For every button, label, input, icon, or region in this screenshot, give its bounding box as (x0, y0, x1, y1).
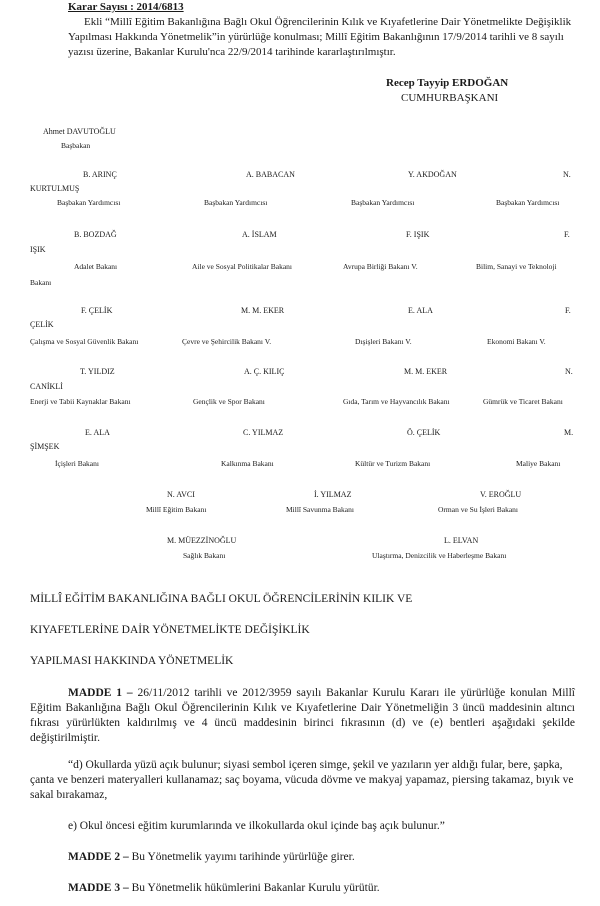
regulation-title-line-1: MİLLÎ EĞİTİM BAKANLIĞINA BAĞLI OKUL ÖĞRENCİLERİNİN KILIK VE (30, 593, 413, 605)
sig-r2-title-3: Avrupa Birliği Bakanı V. (343, 262, 418, 271)
madde-3 (68, 882, 380, 894)
president-name: Recep Tayyip ERDOĞAN (386, 77, 509, 89)
sig-r3-title-4: Ekonomi Bakanı V. (487, 337, 546, 346)
sig-r5-title-1: İçişleri Bakanı (55, 459, 99, 468)
sig-r4-name-1: T. YILDIZ (80, 367, 115, 376)
item-d: “d) Okullarda yüzü açık bulunur; siyasi sembol içeren simge, şekil ve yazıların yer aldığı fular, bere, şapka, çanta ve benzeri materyalleri kullanamaz; saç boyama, vücuda dövme ve makyaj yapamaz, piersing takamaz, bıyık ve sakal bırakamaz, (30, 759, 574, 801)
madde-3-text: Bu Yönetmelik hükümlerini Bakanlar Kurulu yürütür. (128, 882, 380, 894)
sig-r3-title-3: Dışişleri Bakanı V. (355, 337, 412, 346)
madde-1 (30, 686, 575, 746)
sig-r1-name-1: B. ARINÇ (83, 170, 117, 179)
madde-2-text: Bu Yönetmelik yayımı tarihinde yürürlüğe girer. (128, 851, 355, 863)
sig-r4-title-1: Enerji ve Tabii Kaynaklar Bakanı (30, 397, 131, 406)
sig-r6-title-1: Millî Eğitim Bakanı (146, 505, 207, 514)
madde-1-text: 26/11/2012 tarihli ve 2012/3959 sayılı Bakanlar Kurulu Kararı ile yürürlüğe konulan Millî Eğitim Bakanlığına Bağlı Okul Öğrencilerinin Kılık ve Kıyafetlerine Dair Yönetmeliğin 3 üncü maddesinin altıncı fıkrası yürürlükten kaldırılmış ve 4 üncü maddesinin birinci fıkrasının (d) ve (e) bentleri aşağıdaki şekilde değiştirilmiştir. (30, 687, 575, 744)
decision-number: Karar Sayısı : 2014/6813 (68, 1, 184, 13)
sig-r1-title-3: Başbakan Yardımcısı (351, 198, 415, 207)
sig-r4-name-4: N. (565, 367, 573, 376)
sig-r1-title-1: Başbakan Yardımcısı (57, 198, 121, 207)
sig-r4-name-2: A. Ç. KILIÇ (244, 367, 285, 376)
sig-r3-name-3: E. ALA (408, 306, 433, 315)
intro-line-3: yazısı üzerine, Bakanlar Kurulu'nca 22/9/2014 tarihinde kararlaştırılmıştır. (68, 46, 396, 58)
sig-r4-name-3: M. M. EKER (404, 367, 448, 376)
pm-title: Başbakan (61, 141, 91, 150)
sig-r5-title-3: Kültür ve Turizm Bakanı (355, 459, 431, 468)
sig-r2-name-3: F. IŞIK (406, 230, 430, 239)
sig-r2-name-4: F. (564, 230, 570, 239)
sig-r6-title-2: Millî Savunma Bakanı (286, 505, 354, 514)
sig-r6-name-2: İ. YILMAZ (314, 490, 352, 499)
sig-r1-title-4: Başbakan Yardımcısı (496, 198, 560, 207)
regulation-title-line-2: KIYAFETLERİNE DAİR YÖNETMELİKTE DEĞİŞİKLİK (30, 624, 310, 636)
sig-r1-title-2: Başbakan Yardımcısı (204, 198, 268, 207)
sig-r6-title-3: Orman ve Su İşleri Bakanı (438, 505, 518, 514)
sig-r3-title-2: Çevre ve Şehircilik Bakanı V. (182, 337, 272, 346)
sig-r5-title-2: Kalkınma Bakanı (221, 459, 274, 468)
sig-r5-name-3: Ö. ÇELİK (407, 428, 441, 437)
sig-r1-surname: KURTULMUŞ (30, 184, 80, 193)
sig-r3-surname: ÇELİK (30, 320, 54, 329)
sig-r4-surname: CANİKLİ (30, 382, 63, 391)
sig-r5-name-2: C. YILMAZ (243, 428, 284, 437)
madde-2 (68, 851, 355, 863)
intro-line-1: Ekli “Millî Eğitim Bakanlığına Bağlı Okul Öğrencilerinin Kılık ve Kıyafetlerine Dair Yönetmelikte Değişiklik (84, 16, 572, 28)
sig-r5-title-4: Maliye Bakanı (516, 459, 561, 468)
sig-r7-title-1: Sağlık Bakanı (183, 551, 226, 560)
sig-r4-title-2: Gençlik ve Spor Bakanı (193, 397, 265, 406)
sig-r2-title-2: Aile ve Sosyal Politikalar Bakanı (192, 262, 292, 271)
sig-r2-title-1: Adalet Bakanı (74, 262, 118, 271)
sig-r5-name-1: E. ALA (85, 428, 110, 437)
sig-r5-surname: ŞİMŞEK (30, 442, 60, 451)
sig-r3-title-1: Çalışma ve Sosyal Güvenlik Bakanı (30, 337, 139, 346)
sig-r6-name-1: N. AVCI (167, 490, 195, 499)
madde-2-label: MADDE 2 – (68, 851, 129, 863)
madde-3-label: MADDE 3 – (68, 882, 129, 894)
sig-r2-name-2: A. İSLAM (242, 230, 277, 239)
sig-r1-name-4: N. (563, 170, 571, 179)
item-e: e) Okul öncesi eğitim kurumlarında ve ilkokullarda okul içinde baş açık bulunur.” (68, 820, 445, 832)
sig-r6-name-3: V. EROĞLU (480, 490, 522, 499)
sig-r3-name-1: F. ÇELİK (81, 306, 113, 315)
madde-1-label: MADDE 1 – (68, 687, 133, 699)
sig-r2-surname: IŞIK (30, 245, 46, 254)
sig-r7-title-2: Ulaştırma, Denizcilik ve Haberleşme Bakanı (372, 551, 507, 560)
regulation-title-line-3: YAPILMASI HAKKINDA YÖNETMELİK (30, 655, 234, 667)
sig-r4-title-4: Gümrük ve Ticaret Bakanı (483, 397, 563, 406)
sig-r7-name-2: L. ELVAN (444, 536, 479, 545)
sig-r2-title-tail: Bakanı (30, 278, 52, 287)
president-title: CUMHURBAŞKANI (401, 92, 499, 104)
sig-r4-title-3: Gıda, Tarım ve Hayvancılık Bakanı (343, 397, 450, 406)
sig-r3-name-4: F. (565, 306, 571, 315)
intro-line-2: Yapılması Hakkında Yönetmelik”in yürürlüğe konulması; Millî Eğitim Bakanlığının 17/9/2014 tarihli ve 8 sayılı (68, 31, 564, 43)
sig-r2-name-1: B. BOZDAĞ (74, 230, 117, 239)
sig-r1-name-3: Y. AKDOĞAN (408, 170, 457, 179)
sig-r1-name-2: A. BABACAN (246, 170, 295, 179)
sig-r3-name-2: M. M. EKER (241, 306, 285, 315)
sig-r2-title-4: Bilim, Sanayi ve Teknoloji (476, 262, 557, 271)
sig-r7-name-1: M. MÜEZZİNOĞLU (167, 536, 237, 545)
sig-r5-name-4: M. (564, 428, 574, 437)
pm-name: Ahmet DAVUTOĞLU (43, 127, 116, 136)
